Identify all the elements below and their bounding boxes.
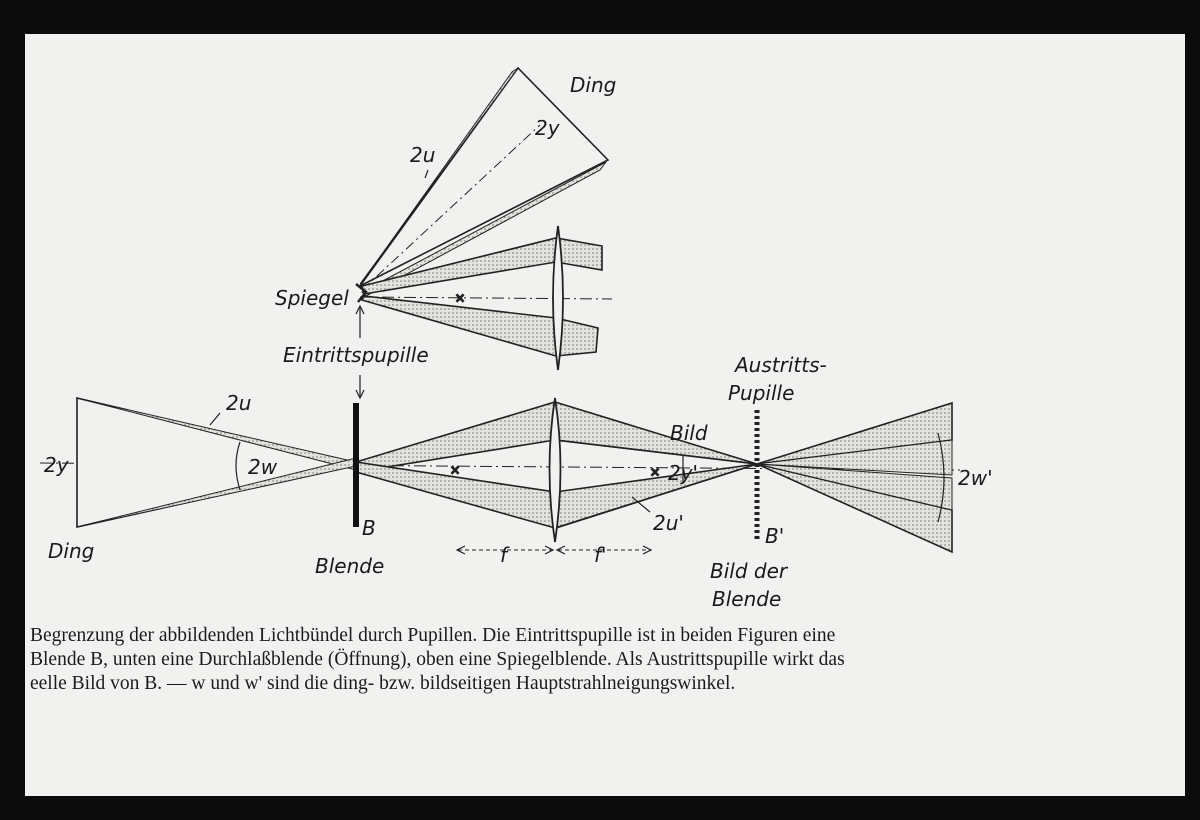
svg-text:×: × [650, 465, 661, 479]
stop-image-label-2: Blende [712, 587, 782, 611]
image-field-angle-label: 2w' [958, 466, 993, 490]
aperture-stop [353, 403, 359, 527]
mirror-label: Spiegel [275, 286, 349, 310]
caption-line: Begrenzung der abbildenden Lichtbündel durch Pupillen. Die Eintrittspupille ist in beiden Figuren eine [30, 625, 836, 646]
field-angle-label: 2w [248, 455, 278, 479]
exit-pupil-label-1: Austritts- [735, 353, 827, 377]
stop-image-label-1: Bild der [710, 559, 788, 583]
svg-text:×: × [455, 291, 466, 305]
image-label: Bild [670, 421, 708, 445]
bottom-object-size-label: 2y [44, 453, 69, 477]
bottom-object-label: Ding [48, 539, 95, 563]
bottom-figure [40, 398, 960, 554]
stop-label: Blende [315, 554, 385, 578]
top-aperture-angle-label: 2u [410, 143, 436, 167]
bottom-aperture-angle-label: 2u [226, 391, 252, 415]
image-size-label: 2y' [668, 461, 699, 485]
exit-pupil-label-2: Pupille [728, 381, 795, 405]
top-object-label: Ding [570, 73, 617, 97]
image-aperture-label: 2u' [653, 511, 684, 535]
exit-stop-letter: B' [765, 524, 785, 548]
entrance-pupil-label: Eintrittspupille [283, 343, 429, 367]
figure-caption [30, 624, 1120, 696]
stop-letter: B [362, 516, 376, 540]
upper-beam [356, 402, 555, 472]
caption-line: eelle Bild von B. — w und w' sind die ding- bzw. bildseitigen Hauptstrahlneigungswinkel. [30, 673, 736, 694]
top-object-size-label: 2y [535, 116, 560, 140]
svg-text:×: × [450, 463, 461, 477]
focal-front-label: f [500, 543, 508, 567]
focal-back-label: f' [594, 543, 607, 567]
caption-line: Blende B, unten eine Durchlaßblende (Öffnung), oben eine Spiegelblende. Als Austrittspupille wirkt das [30, 649, 845, 670]
